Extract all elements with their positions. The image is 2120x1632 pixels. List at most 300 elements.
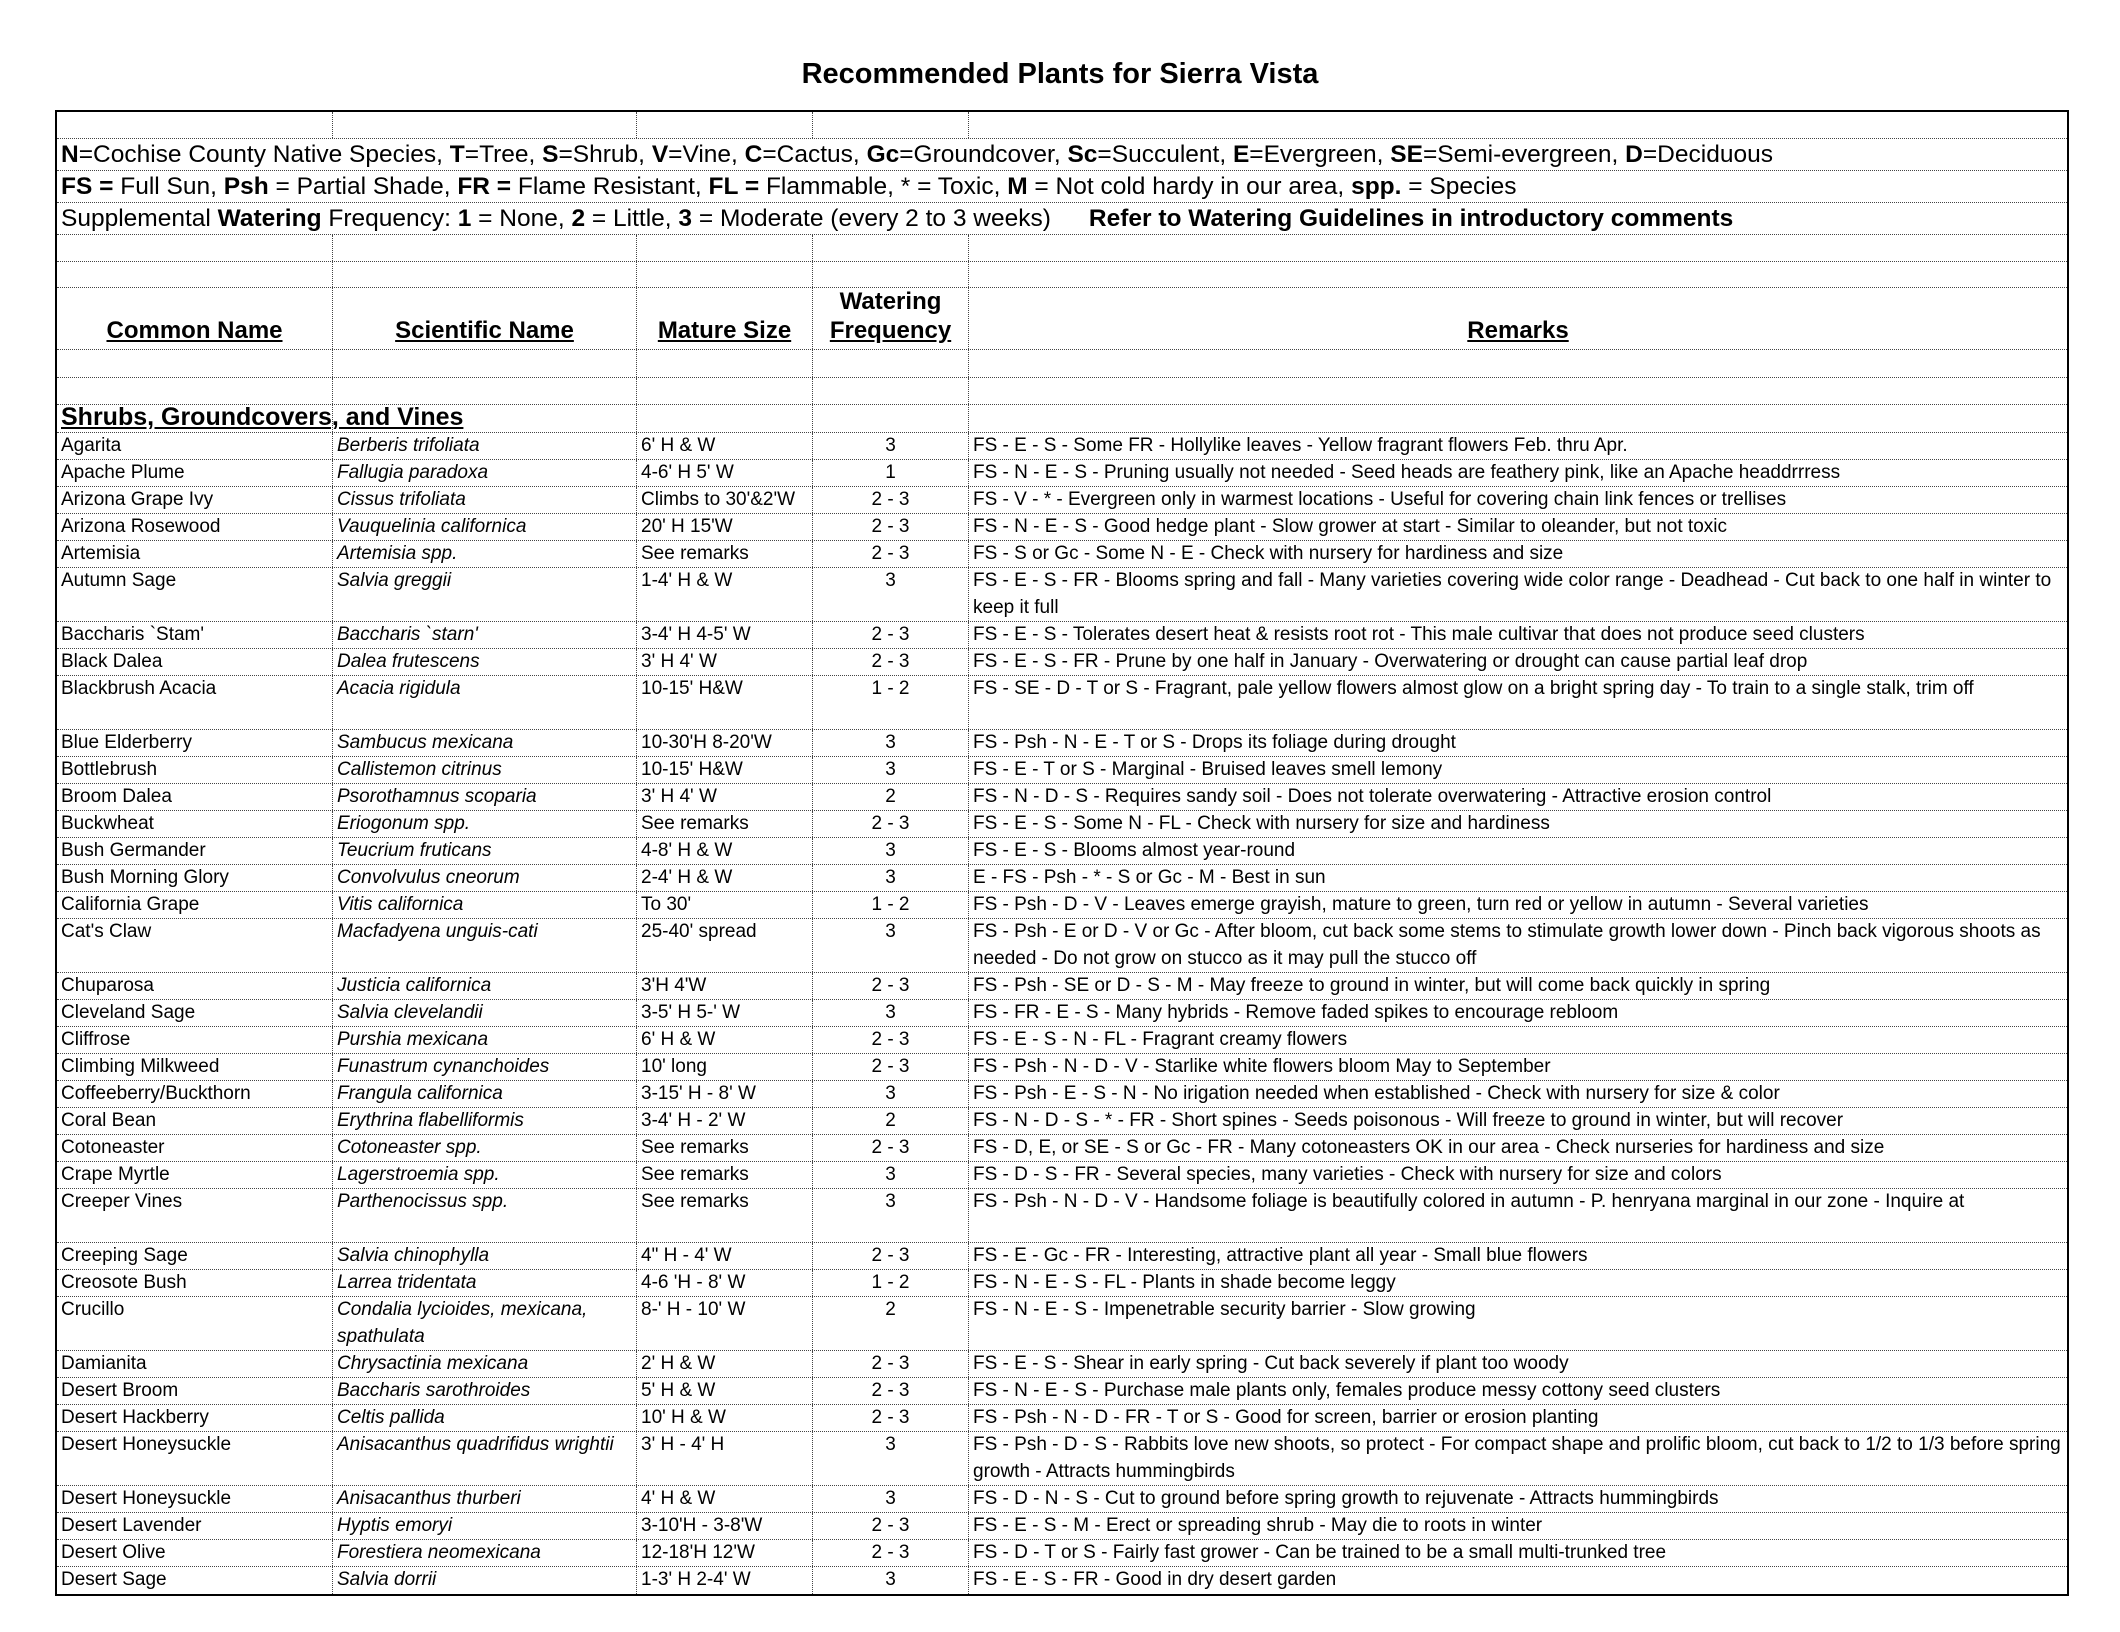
mature-size: 3-5' H 5-' W: [641, 1002, 741, 1023]
common-name-cell: [57, 1486, 333, 1512]
scientific-name-cell: [333, 1567, 637, 1594]
common-name-cell: [57, 1378, 333, 1404]
mature-size-cell: [637, 1027, 813, 1053]
common-name-cell: [57, 1405, 333, 1431]
common-name-cell: [57, 1054, 333, 1080]
legend-key: V: [651, 141, 669, 168]
scientific-name: Sambucus mexicana: [337, 732, 514, 753]
mature-size: 3-4' H - 2' W: [641, 1110, 746, 1131]
scientific-name-cell: [333, 112, 637, 138]
common-name-cell: [57, 487, 333, 513]
scientific-name-cell: [333, 919, 637, 972]
remarks-cell: [969, 649, 2067, 675]
watering-frequency: 3: [885, 1083, 896, 1104]
remarks: FS - SE - D - T or S - Fragrant, pale yellow flowers almost glow on a bright spring day - To train to a single stalk, trim off: [973, 678, 1974, 699]
remarks: FS - E - S - FR - Prune by one half in January - Overwatering or drought can cause partial leaf drop: [973, 651, 1808, 672]
scientific-name: Lagerstroemia spp.: [337, 1164, 500, 1185]
common-name: Chuparosa: [61, 975, 154, 996]
remarks: FS - D - S - FR - Several species, many varieties - Check with nursery for size and colors: [973, 1164, 1722, 1185]
legend-text: [61, 139, 1773, 171]
table-row: [57, 919, 2067, 973]
watering-frequency: 2 - 3: [871, 975, 910, 996]
common-name: Bush Germander: [61, 840, 206, 861]
common-name-cell: [57, 403, 464, 432]
watering-cell: [813, 838, 969, 864]
mature-size-cell: [637, 1243, 813, 1269]
remarks-cell: [969, 1108, 2067, 1134]
common-name: Desert Lavender: [61, 1515, 202, 1536]
remarks: FS - N - D - S - * - FR - Short spines - Seeds poisonous - Will freeze to ground in winter, but will recover: [973, 1110, 1844, 1131]
header-row: [57, 288, 2067, 350]
common-name-cell: [57, 730, 333, 756]
scientific-name: Acacia rigidula: [337, 678, 461, 699]
watering-frequency: 2: [885, 1110, 896, 1131]
table-row: [57, 1081, 2067, 1108]
table-row: [57, 514, 2067, 541]
watering-cell: [813, 288, 969, 349]
scientific-name: Teucrium fruticans: [337, 840, 492, 861]
legend-key: T: [449, 141, 465, 168]
table-row: [57, 973, 2067, 1000]
remarks-cell: [969, 1432, 2067, 1485]
mature-size: 12-18'H 12'W: [641, 1542, 755, 1563]
scientific-name: Salvia clevelandii: [337, 1002, 483, 1023]
remarks: FS - N - E - S - Purchase male plants only, females produce messy cottony seed clusters: [973, 1380, 1721, 1401]
table-row: [57, 541, 2067, 568]
mature-size-cell: [637, 112, 813, 138]
scientific-name: Vauquelinia californica: [337, 516, 527, 537]
watering-cell: [813, 1567, 969, 1594]
mature-size: 3' H 4' W: [641, 651, 717, 672]
common-name-cell: [57, 433, 333, 459]
scientific-name-cell: [333, 757, 637, 783]
common-name-header: [57, 316, 332, 345]
mature-size-cell: [637, 1135, 813, 1161]
mature-size-cell: [637, 838, 813, 864]
scientific-name-cell: [333, 1189, 637, 1242]
legend-value: =Shrub,: [558, 141, 652, 168]
watering-cell: [813, 514, 969, 540]
scientific-name-cell: [333, 649, 637, 675]
watering-frequency: 1 - 2: [871, 678, 910, 699]
mature-size-cell: [637, 1000, 813, 1026]
mature-size: 10' H & W: [641, 1407, 726, 1428]
watering-cell: [813, 1027, 969, 1053]
watering-cell: [813, 1243, 969, 1269]
scientific-name-cell: [333, 784, 637, 810]
remarks: FS - E - S - N - FL - Fragrant creamy flowers: [973, 1029, 1348, 1050]
mature-size-cell: [637, 676, 813, 729]
watering-cell: [813, 865, 969, 891]
common-name-cell: [57, 1567, 333, 1594]
mature-size-cell: [637, 757, 813, 783]
remarks-cell: [969, 514, 2067, 540]
blank-row: [57, 262, 2067, 288]
remarks-cell: [969, 1135, 2067, 1161]
scientific-name-cell: [333, 1486, 637, 1512]
scientific-name-cell: [333, 838, 637, 864]
legend-value: =Groundcover,: [899, 141, 1068, 168]
common-name-cell: [57, 1108, 333, 1134]
mature-size: 3-15' H - 8' W: [641, 1083, 756, 1104]
scientific-name-cell: [333, 433, 637, 459]
scientific-name: Funastrum cynanchoides: [337, 1056, 550, 1077]
watering-cell: [813, 460, 969, 486]
mature-size-cell: [637, 622, 813, 648]
table-row: [57, 1567, 2067, 1594]
remarks-cell: [969, 487, 2067, 513]
remarks-cell: [969, 1081, 2067, 1107]
scientific-name-cell: [333, 235, 637, 261]
watering-cell: [813, 784, 969, 810]
watering-cell: [813, 487, 969, 513]
scientific-name-cell: [333, 378, 637, 404]
table-row: [57, 1027, 2067, 1054]
watering-cell: [813, 1486, 969, 1512]
legend-key: 2: [571, 205, 586, 232]
watering-cell: [813, 541, 969, 567]
common-name: Arizona Grape Ivy: [61, 489, 214, 510]
common-name-cell: [57, 1297, 333, 1350]
common-name-cell: [57, 568, 333, 621]
watering-cell: [813, 1351, 969, 1377]
remarks-cell: [969, 865, 2067, 891]
scientific-name: Erythrina flabelliformis: [337, 1110, 524, 1131]
remarks-cell: [969, 1243, 2067, 1269]
mature-size: 8-' H - 10' W: [641, 1299, 746, 1320]
scientific-name-cell: [333, 622, 637, 648]
mature-size-cell: [637, 378, 813, 404]
scientific-name: Fallugia paradoxa: [337, 462, 489, 483]
watering-frequency: 2 - 3: [871, 813, 910, 834]
legend-key: M: [1007, 173, 1028, 200]
common-name: Desert Honeysuckle: [61, 1488, 232, 1509]
watering-cell: [813, 1540, 969, 1566]
common-name-cell: [57, 514, 333, 540]
scientific-name-cell: [333, 1027, 637, 1053]
blank-row: [57, 378, 2067, 405]
mature-size-cell: [637, 811, 813, 837]
scientific-name-header: [333, 316, 636, 345]
mature-size-cell: [637, 1378, 813, 1404]
table-row: [57, 757, 2067, 784]
common-name-cell: [57, 1189, 333, 1242]
common-name: Agarita: [61, 435, 122, 456]
scientific-name-cell: [333, 892, 637, 918]
watering-header-line1: Watering: [839, 288, 942, 315]
mature-size-cell: [637, 514, 813, 540]
remarks-header: [969, 316, 2067, 345]
scientific-name: Convolvulus cneorum: [337, 867, 520, 888]
scientific-name-cell: [333, 568, 637, 621]
mature-size: 4-8' H & W: [641, 840, 733, 861]
section-title: Shrubs, Groundcovers, and Vines: [61, 403, 464, 431]
common-name: Crucillo: [61, 1299, 125, 1320]
mature-size-cell: [637, 919, 813, 972]
watering-frequency: 2 - 3: [871, 651, 910, 672]
legend-key: FR =: [457, 173, 512, 200]
scientific-name: Forestiera neomexicana: [337, 1542, 541, 1563]
legend-row: [57, 171, 2067, 203]
common-name: Cotoneaster: [61, 1137, 165, 1158]
common-name: Cliffrose: [61, 1029, 131, 1050]
scientific-name: Hyptis emoryi: [337, 1515, 453, 1536]
remarks-cell: [969, 288, 2067, 349]
legend-key: SE: [1390, 141, 1423, 168]
scientific-name-cell: [333, 514, 637, 540]
watering-header-line2-label: Frequency: [829, 317, 952, 344]
scientific-name-cell: [333, 350, 637, 377]
watering-frequency: 3: [885, 759, 896, 780]
legend-value: =Succulent,: [1097, 141, 1233, 168]
legend-key: C: [744, 141, 763, 168]
watering-header-line2: [813, 316, 968, 345]
watering-cell: [813, 568, 969, 621]
mature-size-cell: [637, 1108, 813, 1134]
remarks: FS - S or Gc - Some N - E - Check with nursery for hardiness and size: [973, 543, 1564, 564]
remarks: FS - E - Gc - FR - Interesting, attractive plant all year - Small blue flowers: [973, 1245, 1588, 1266]
watering-frequency: 1: [885, 462, 896, 483]
mature-size: 10-15' H&W: [641, 759, 743, 780]
mature-size-cell: [637, 1540, 813, 1566]
scientific-name: Salvia dorrii: [337, 1569, 437, 1590]
table-row: [57, 865, 2067, 892]
common-name: Apache Plume: [61, 462, 185, 483]
scientific-name-cell: [333, 1108, 637, 1134]
mature-size-cell: [637, 460, 813, 486]
remarks: FS - Psh - N - E - T or S - Drops its foliage during drought: [973, 732, 1456, 753]
common-name: Autumn Sage: [61, 570, 177, 591]
legend-value: =Semi-evergreen,: [1422, 141, 1626, 168]
scientific-name-cell: [333, 541, 637, 567]
mature-size: 3' H - 4' H: [641, 1434, 725, 1455]
watering-frequency: 3: [885, 1191, 896, 1212]
legend-value: Frequency:: [321, 205, 458, 232]
remarks-cell: [969, 622, 2067, 648]
common-name: Desert Sage: [61, 1569, 167, 1590]
remarks-cell: [969, 378, 2067, 404]
blank-row: [57, 112, 2067, 139]
watering-cell: [813, 1405, 969, 1431]
watering-frequency-header: [813, 288, 968, 345]
common-name: Arizona Rosewood: [61, 516, 221, 537]
mature-size-cell: [637, 1054, 813, 1080]
remarks: FS - V - * - Evergreen only in warmest locations - Useful for covering chain link fences or trellises: [973, 489, 1787, 510]
scientific-name: Artemisia spp.: [337, 543, 458, 564]
watering-cell: [813, 622, 969, 648]
table-row: [57, 676, 2067, 730]
watering-frequency: 2 - 3: [871, 1542, 910, 1563]
table-row: [57, 1432, 2067, 1486]
remarks: FS - N - E - S - Good hedge plant - Slow grower at start - Similar to oleander, but not toxic: [973, 516, 1727, 537]
legend-key: FL =: [708, 173, 760, 200]
mature-size: 10' long: [641, 1056, 707, 1077]
watering-frequency: 2 - 3: [871, 1056, 910, 1077]
common-name: Broom Dalea: [61, 786, 172, 807]
table-row: [57, 811, 2067, 838]
remarks-cell: [969, 541, 2067, 567]
legend-key: FS =: [61, 173, 114, 200]
legend-key: Psh: [223, 173, 269, 200]
common-name-cell: [57, 1513, 333, 1539]
watering-frequency: 2: [885, 786, 896, 807]
remarks: FS - Psh - N - D - V - Handsome foliage is beautifully colored in autumn - P. henryana marginal in our zone - Inquire at: [973, 1191, 1965, 1212]
legend-value: =Deciduous: [1642, 141, 1773, 168]
watering-frequency: 3: [885, 435, 896, 456]
scientific-name-cell: [333, 730, 637, 756]
page-title: Recommended Plants for Sierra Vista: [801, 58, 1319, 90]
table-row: [57, 622, 2067, 649]
common-name-cell: [57, 262, 333, 287]
watering-cell: [813, 1162, 969, 1188]
scientific-name: Chrysactinia mexicana: [337, 1353, 529, 1374]
mature-size: See remarks: [641, 1191, 749, 1212]
remarks: FS - FR - E - S - Many hybrids - Remove faded spikes to encourage rebloom: [973, 1002, 1619, 1023]
mature-size: 2' H & W: [641, 1353, 716, 1374]
common-name-cell: [57, 460, 333, 486]
remarks: FS - D - T or S - Fairly fast grower - Can be trained to be a small multi-trunked tree: [973, 1542, 1667, 1563]
watering-frequency: 3: [885, 840, 896, 861]
table-row: [57, 1000, 2067, 1027]
legend-key: 3: [678, 205, 693, 232]
remarks: FS - E - S - M - Erect or spreading shrub - May die to roots in winter: [973, 1515, 1543, 1536]
legend-key: Sc: [1067, 141, 1098, 168]
common-name-cell: [57, 865, 333, 891]
remarks-cell: [969, 262, 2067, 287]
common-name-cell: [57, 112, 333, 138]
remarks: FS - D, E, or SE - S or Gc - FR - Many cotoneasters OK in our area - Check nurseries for hardiness and size: [973, 1137, 1885, 1158]
remarks-cell: [969, 676, 2067, 729]
scientific-name-header-label: Scientific Name: [395, 317, 574, 344]
watering-cell: [813, 919, 969, 972]
legend-value: =Cactus,: [762, 141, 867, 168]
common-name-cell: [57, 350, 333, 377]
common-name-cell: [57, 541, 333, 567]
mature-size: 20' H 15'W: [641, 516, 733, 537]
table-row: [57, 1135, 2067, 1162]
watering-cell: [813, 811, 969, 837]
table-row: [57, 1351, 2067, 1378]
mature-size-cell: [637, 1432, 813, 1485]
mature-size-cell: [637, 262, 813, 287]
legend-key: Gc: [866, 141, 900, 168]
table-row: [57, 1297, 2067, 1351]
scientific-name: Callistemon citrinus: [337, 759, 502, 780]
watering-cell: [813, 1270, 969, 1296]
watering-cell: [813, 112, 969, 138]
table-row: [57, 1162, 2067, 1189]
common-name-cell: [57, 1540, 333, 1566]
remarks-header-label: Remarks: [1467, 317, 1569, 344]
remarks: FS - N - E - S - Pruning usually not needed - Seed heads are feathery pink, like an Apache headdrrress: [973, 462, 1841, 483]
watering-cell: [813, 973, 969, 999]
table-row: [57, 1054, 2067, 1081]
watering-frequency: 2 - 3: [871, 1515, 910, 1536]
watering-frequency: 3: [885, 867, 896, 888]
legend-value: =Tree,: [464, 141, 543, 168]
scientific-name: Justicia californica: [337, 975, 492, 996]
mature-size-cell: [637, 350, 813, 377]
mature-size: 4' H & W: [641, 1488, 716, 1509]
remarks-cell: [969, 1189, 2067, 1242]
remarks-cell: [969, 784, 2067, 810]
scientific-name-cell: [333, 1378, 637, 1404]
remarks: FS - Psh - N - D - V - Starlike white flowers bloom May to September: [973, 1056, 1551, 1077]
watering-frequency: 2 - 3: [871, 543, 910, 564]
common-name: Coffeeberry/Buckthorn: [61, 1083, 251, 1104]
remarks-cell: [969, 973, 2067, 999]
mature-size: 3' H 4' W: [641, 786, 717, 807]
legend-text: [61, 171, 1517, 203]
remarks-cell: [969, 1351, 2067, 1377]
remarks-cell: [969, 919, 2067, 972]
common-name-cell: [57, 811, 333, 837]
scientific-name: Salvia greggii: [337, 570, 452, 591]
remarks-cell: [969, 1540, 2067, 1566]
scientific-name-cell: [333, 1081, 637, 1107]
scientific-name-cell: [333, 1297, 637, 1350]
scientific-name-cell: [333, 1135, 637, 1161]
common-name: Bottlebrush: [61, 759, 158, 780]
mature-size-cell: [637, 1081, 813, 1107]
remarks-cell: [969, 1378, 2067, 1404]
legend-value: = Partial Shade,: [268, 173, 458, 200]
common-name-cell: [57, 1027, 333, 1053]
remarks: FS - E - S - Shear in early spring - Cut back severely if plant too woody: [973, 1353, 1569, 1374]
legend-key: S: [542, 141, 559, 168]
watering-cell: [813, 1513, 969, 1539]
common-name-cell: [57, 1135, 333, 1161]
scientific-name-cell: [333, 1540, 637, 1566]
mature-size-cell: [637, 1351, 813, 1377]
remarks-cell: [969, 433, 2067, 459]
mature-size-cell: [637, 1270, 813, 1296]
common-name-cell: [57, 757, 333, 783]
table-row: [57, 1270, 2067, 1297]
mature-size-cell: [637, 541, 813, 567]
scientific-name-cell: [333, 811, 637, 837]
blank-row: [57, 350, 2067, 378]
mature-size: 25-40' spread: [641, 921, 757, 942]
remarks: FS - Psh - D - V - Leaves emerge grayish, mature to green, turn red or yellow in autumn - Several varieties: [973, 894, 1869, 915]
legend-row: [57, 203, 2067, 235]
scientific-name-cell: [333, 1405, 637, 1431]
common-name-cell: [57, 1351, 333, 1377]
mature-size-cell: [637, 973, 813, 999]
watering-frequency: 2: [885, 1299, 896, 1320]
common-name: Crape Myrtle: [61, 1164, 170, 1185]
table-row: [57, 1378, 2067, 1405]
remarks-cell: [969, 568, 2067, 621]
watering-cell: [813, 350, 969, 377]
table-row: [57, 433, 2067, 460]
remarks-cell: [969, 460, 2067, 486]
common-name-cell: [57, 622, 333, 648]
mature-size: See remarks: [641, 813, 749, 834]
mature-size: 5' H & W: [641, 1380, 716, 1401]
common-name-cell: [57, 1000, 333, 1026]
table-row: [57, 649, 2067, 676]
common-name: Desert Hackberry: [61, 1407, 209, 1428]
common-name-cell: [57, 1162, 333, 1188]
common-name: Desert Honeysuckle: [61, 1434, 232, 1455]
scientific-name: Cotoneaster spp.: [337, 1137, 482, 1158]
watering-cell: [813, 1000, 969, 1026]
remarks-cell: [969, 1567, 2067, 1594]
watering-frequency: 3: [885, 1569, 896, 1590]
watering-cell: [813, 262, 969, 287]
scientific-name: Anisacanthus thurberi: [337, 1488, 521, 1509]
